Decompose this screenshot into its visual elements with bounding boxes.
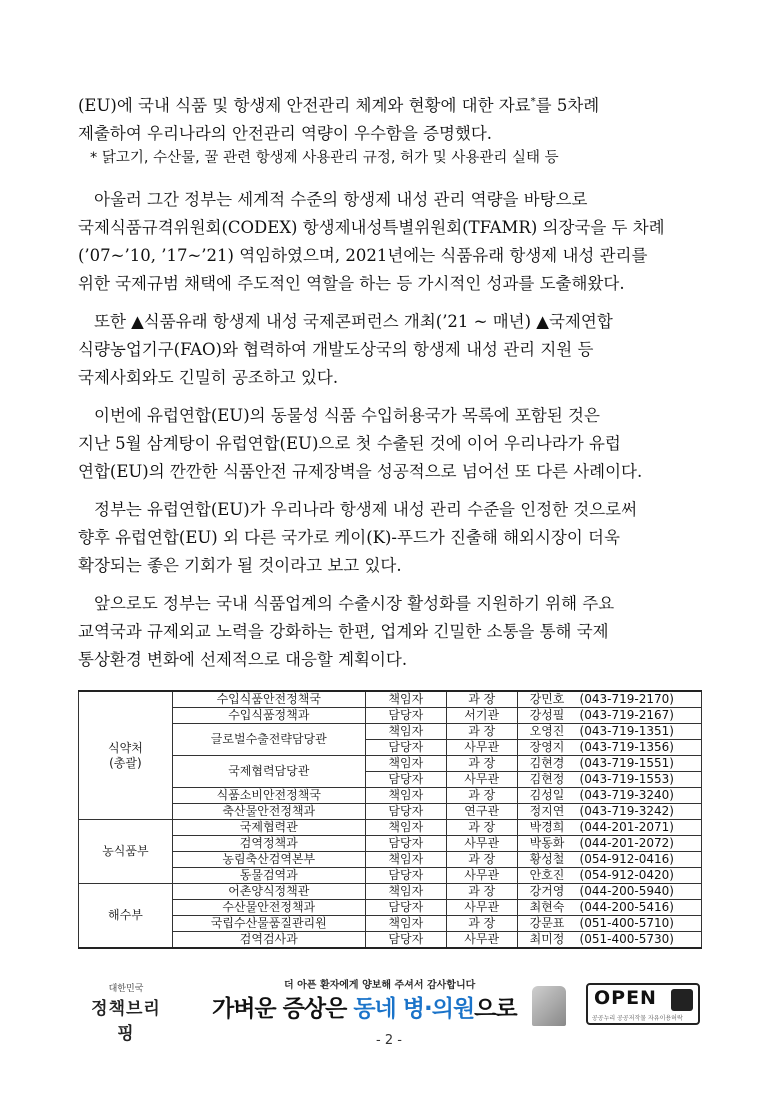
phone-cell: (054-912-0416) xyxy=(577,852,702,868)
banner-headline-highlight: 동네 병·의원 xyxy=(353,996,475,1022)
dept-cell: 글로벌수출전략담당관 xyxy=(172,724,365,756)
title-cell: 사무관 xyxy=(446,900,517,916)
role-cell: 담당자 xyxy=(365,804,446,820)
text-line: 제출하여 우리나라의 안전관리 역량이 우수함을 증명했다. xyxy=(78,123,493,143)
title-cell: 사무관 xyxy=(446,836,517,852)
title-cell: 과 장 xyxy=(446,820,517,836)
table-row xyxy=(79,788,702,804)
phone-cell: (043-719-1553) xyxy=(577,772,702,788)
role-cell: 책임자 xyxy=(365,852,446,868)
logo-big-text: 정책브리핑 xyxy=(91,999,161,1044)
role-cell: 책임자 xyxy=(365,820,446,836)
phone-cell: (043-719-1351) xyxy=(577,724,702,740)
phone-cell: (043-719-2167) xyxy=(577,708,702,724)
text-line: 위한 국제규범 채택에 주도적인 역할을 하는 등 가시적인 성과를 도출해왔다. xyxy=(78,274,625,293)
paragraph-conference xyxy=(78,308,706,392)
phone-cell: (043-719-1356) xyxy=(577,740,702,756)
role-cell: 담당자 xyxy=(365,740,446,756)
dept-cell: 동물검역과 xyxy=(172,868,365,884)
table-row xyxy=(79,868,702,884)
text-line: 이번에 유럽연합(EU)의 동물성 식품 수입허용국가 목록에 포함된 것은 xyxy=(94,406,600,425)
name-cell: 오영진 xyxy=(517,724,577,740)
title-cell: 과 장 xyxy=(446,916,517,932)
dept-cell: 식품소비안전정책국 xyxy=(172,788,365,804)
dept-cell: 축산물안전정책과 xyxy=(172,804,365,820)
policy-briefing-logo xyxy=(86,981,166,1044)
table-row xyxy=(79,836,702,852)
text-line: 정부는 유럽연합(EU)가 우리나라 항생제 내성 관리 수준을 인정한 것으로써 xyxy=(94,500,638,519)
table-row xyxy=(79,724,702,740)
name-cell: 강거영 xyxy=(517,884,577,900)
banner-headline-part: 으로 xyxy=(474,996,517,1022)
logo-small-text: 대한민국 xyxy=(108,984,144,994)
dept-cell: 수입식품안전정책국 xyxy=(172,691,365,708)
text-line: 또한 ▲식품유래 항생제 내성 국제콘퍼런스 개최(’21 ~ 매년) ▲국제연합 xyxy=(94,312,613,331)
phone-cell: (043-719-3240) xyxy=(577,788,702,804)
table-row xyxy=(79,884,702,900)
dept-cell: 어촌양식정책관 xyxy=(172,884,365,900)
table-row xyxy=(79,820,702,836)
text-line: 향후 유럽연합(EU) 외 다른 국가로 케이(K)-푸드가 진출해 해외시장이 더욱 xyxy=(78,528,620,547)
role-cell: 담당자 xyxy=(365,868,446,884)
text-line: 통상환경 변화에 선제적으로 대응할 계획이다. xyxy=(78,650,408,669)
name-cell: 김성일 xyxy=(517,788,577,804)
phone-cell: (043-719-3242) xyxy=(577,804,702,820)
dept-cell: 국제협력담당관 xyxy=(172,756,365,788)
phone-cell: (044-200-5416) xyxy=(577,900,702,916)
license-badge-icon xyxy=(671,989,693,1011)
dept-cell: 농림축산검역본부 xyxy=(172,852,365,868)
text-line: (EU)에 국내 식품 및 항생제 안전관리 체계와 현황에 대한 자료*를 5차례 xyxy=(78,95,600,115)
paragraph-codex xyxy=(78,186,706,298)
text-line: 식량농업기구(FAO)와 협력하여 개발도상국의 항생제 내성 관리 지원 등 xyxy=(78,340,594,359)
title-cell: 사무관 xyxy=(446,772,517,788)
text-line: 교역국과 규제외교 노력을 강화하는 한편, 업계와 긴밀한 소통을 통해 국제 xyxy=(78,622,609,641)
paragraph-future xyxy=(78,590,706,674)
footnote-marker: * xyxy=(530,96,536,107)
phone-cell: (044-201-2071) xyxy=(577,820,702,836)
name-cell: 최현숙 xyxy=(517,900,577,916)
dept-cell: 검역정책과 xyxy=(172,836,365,852)
org-cell: 농식품부 xyxy=(79,820,173,884)
text-line: 국제사회와도 긴밀히 공조하고 있다. xyxy=(78,368,339,387)
title-cell: 연구관 xyxy=(446,804,517,820)
role-cell: 책임자 xyxy=(365,691,446,708)
name-cell: 강성필 xyxy=(517,708,577,724)
title-cell: 사무관 xyxy=(446,932,517,949)
paragraph-k-food xyxy=(78,496,706,580)
text-line: 아울러 그간 정부는 세계적 수준의 항생제 내성 관리 역량을 바탕으로 xyxy=(94,190,588,209)
footnote: * 닭고기, 수산물, 꿀 관련 항생제 사용관리 규정, 허가 및 사용관리 실태 등 xyxy=(90,150,559,166)
text-line: 지난 5월 삼계탕이 유럽연합(EU)으로 첫 수출된 것에 이어 우리나라가 유럽 xyxy=(78,434,621,453)
phone-cell: (051-400-5710) xyxy=(577,916,702,932)
phone-cell: (054-912-0420) xyxy=(577,868,702,884)
table-row xyxy=(79,708,702,724)
title-cell: 과 장 xyxy=(446,691,517,708)
table-row xyxy=(79,932,702,949)
title-cell: 과 장 xyxy=(446,788,517,804)
name-cell: 박경희 xyxy=(517,820,577,836)
role-cell: 담당자 xyxy=(365,772,446,788)
text-line: 확장되는 좋은 기회가 될 것이라고 보고 있다. xyxy=(78,556,402,575)
title-cell: 사무관 xyxy=(446,868,517,884)
name-cell: 강문표 xyxy=(517,916,577,932)
phone-cell: (044-200-5940) xyxy=(577,884,702,900)
table-row xyxy=(79,804,702,820)
name-cell: 최미정 xyxy=(517,932,577,949)
role-cell: 책임자 xyxy=(365,756,446,772)
banner-headline xyxy=(212,990,517,1023)
banner-headline-part: 가벼운 증상은 xyxy=(212,996,354,1022)
title-cell: 서기관 xyxy=(446,708,517,724)
title-cell: 과 장 xyxy=(446,884,517,900)
text-line: (’07~’10, ’17~’21) 역임하였으며, 2021년에는 식품유래 항생제 내성 관리를 xyxy=(78,246,648,265)
title-cell: 과 장 xyxy=(446,852,517,868)
name-cell: 김현경 xyxy=(517,756,577,772)
contacts-table xyxy=(78,690,702,949)
title-cell: 사무관 xyxy=(446,740,517,756)
phone-cell: (043-719-1551) xyxy=(577,756,702,772)
name-cell: 김현정 xyxy=(517,772,577,788)
phone-cell: (043-719-2170) xyxy=(577,691,702,708)
dept-cell: 국립수산물품질관리원 xyxy=(172,916,365,932)
banner-subtitle: 더 아픈 환자에게 양보해 주셔서 감사합니다 xyxy=(284,980,476,991)
table-row xyxy=(79,852,702,868)
intro-paragraph xyxy=(78,88,706,148)
open-text: OPEN xyxy=(594,987,657,1009)
org-cell: 해수부 xyxy=(79,884,173,949)
text-line: 앞으로도 정부는 국내 식품업계의 수출시장 활성화를 지원하기 위해 주요 xyxy=(94,594,615,613)
role-cell: 책임자 xyxy=(365,724,446,740)
banner-illustration xyxy=(532,986,566,1026)
table-row xyxy=(79,691,702,708)
table-row xyxy=(79,756,702,772)
kogl-open-license-logo xyxy=(586,983,700,1025)
paragraph-eu-list xyxy=(78,402,706,486)
role-cell: 책임자 xyxy=(365,884,446,900)
role-cell: 담당자 xyxy=(365,932,446,949)
name-cell: 강민호 xyxy=(517,691,577,708)
role-cell: 담당자 xyxy=(365,836,446,852)
name-cell: 안호진 xyxy=(517,868,577,884)
name-cell: 장영지 xyxy=(517,740,577,756)
dept-cell: 수입식품정책과 xyxy=(172,708,365,724)
title-cell: 과 장 xyxy=(446,756,517,772)
role-cell: 담당자 xyxy=(365,900,446,916)
text-line: 국제식품규격위원회(CODEX) 항생제내성특별위원회(TFAMR) 의장국을 두 차례 xyxy=(78,218,665,237)
text-line: 연합(EU)의 깐깐한 식품안전 규제장벽을 성공적으로 넘어선 또 다른 사례이다. xyxy=(78,462,643,481)
name-cell: 정지연 xyxy=(517,804,577,820)
phone-cell: (051-400-5730) xyxy=(577,932,702,949)
phone-cell: (044-201-2072) xyxy=(577,836,702,852)
page-number: - 2 - xyxy=(376,1033,402,1048)
dept-cell: 국제협력관 xyxy=(172,820,365,836)
license-subtext: 공공누리 공공저작물 자유이용허락 xyxy=(592,1015,683,1022)
name-cell: 박동화 xyxy=(517,836,577,852)
role-cell: 책임자 xyxy=(365,916,446,932)
title-cell: 과 장 xyxy=(446,724,517,740)
dept-cell: 수산물안전정책과 xyxy=(172,900,365,916)
table-row xyxy=(79,916,702,932)
role-cell: 담당자 xyxy=(365,708,446,724)
org-cell: 식약처 (총괄) xyxy=(79,691,173,820)
campaign-banner xyxy=(212,976,566,1028)
dept-cell: 검역검사과 xyxy=(172,932,365,949)
role-cell: 책임자 xyxy=(365,788,446,804)
table-row xyxy=(79,900,702,916)
name-cell: 황성철 xyxy=(517,852,577,868)
